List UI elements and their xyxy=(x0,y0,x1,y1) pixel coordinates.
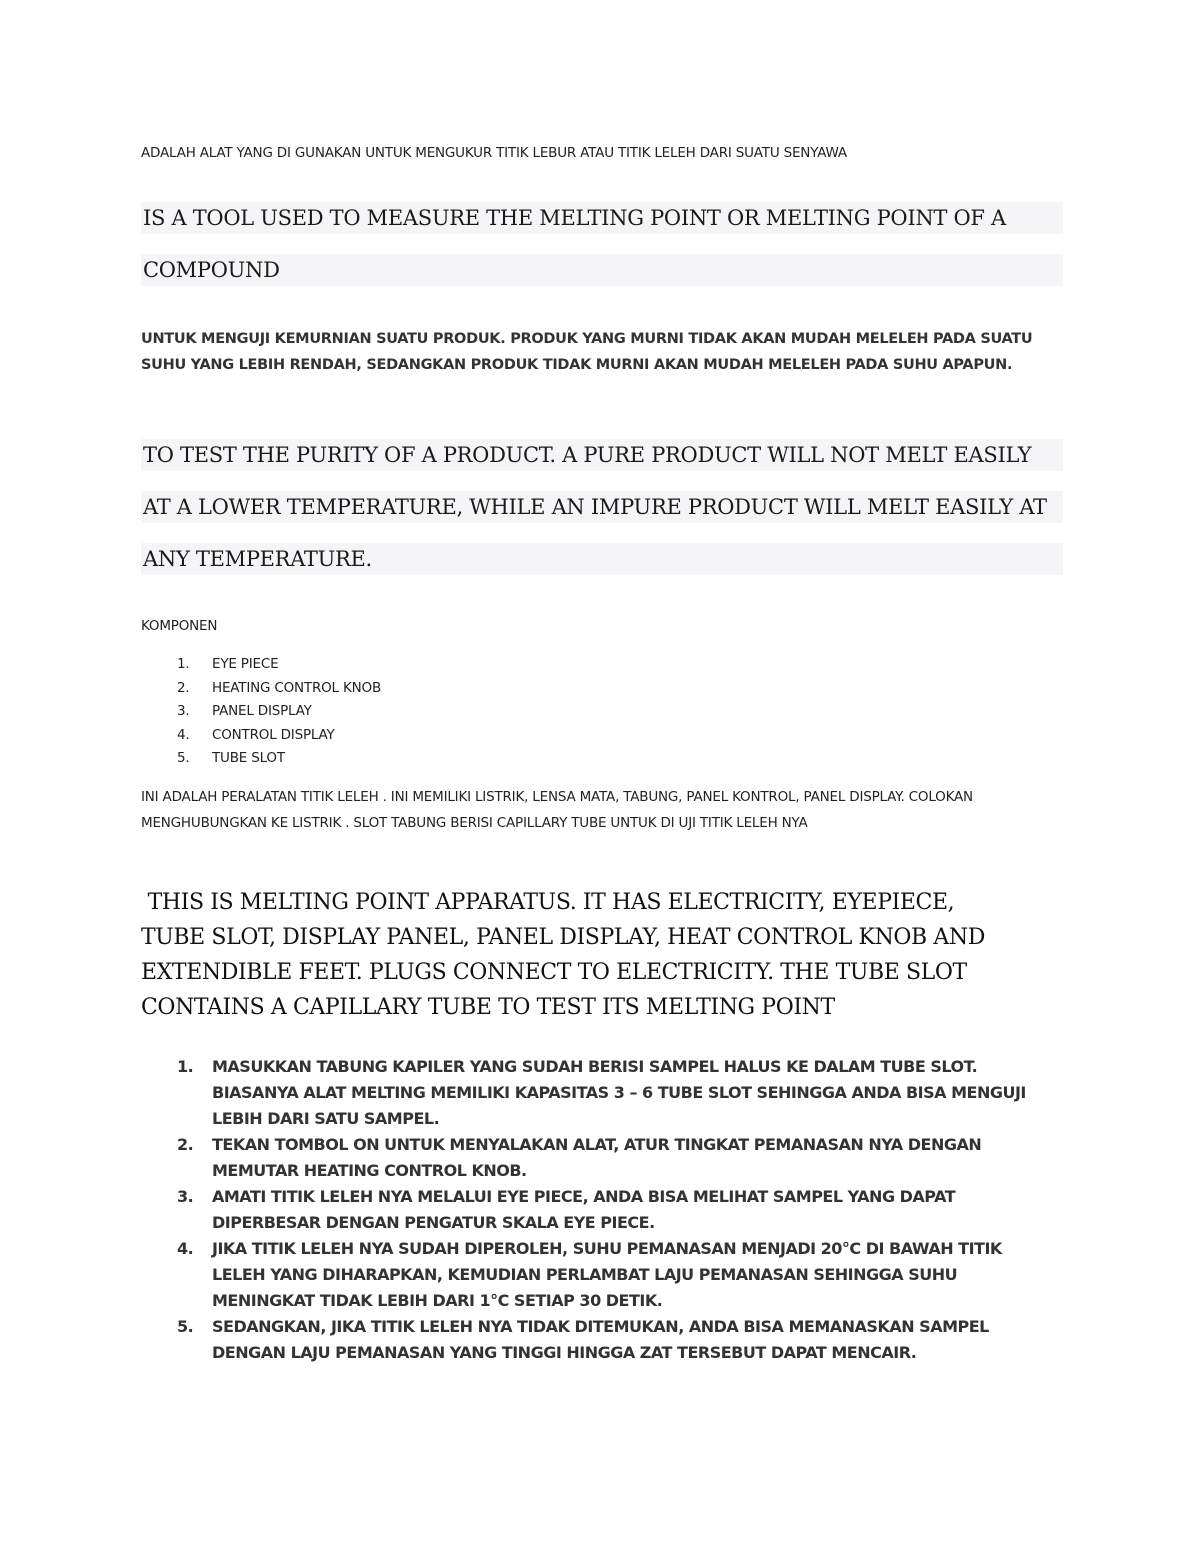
purpose-english-line: TO TEST THE PURITY OF A PRODUCT. A PURE PRODUCT WILL NOT MELT EASILY xyxy=(141,439,1063,471)
list-item: 5. SEDANGKAN, JIKA TITIK LELEH NYA TIDAK DITEMUKAN, ANDA BISA MEMANASKAN SAMPEL DENGAN LAJU PEMANASAN YANG TINGGI HINGGA ZAT TERSEBUT DAPAT MENCAIR. xyxy=(177,1317,989,1362)
list-item: 3. AMATI TITIK LELEH NYA MELALUI EYE PIECE, ANDA BISA MELIHAT SAMPEL YANG DAPAT DIPERBESAR DENGAN PENGATUR SKALA EYE PIECE. xyxy=(177,1187,956,1232)
list-item: 1. EYE PIECE xyxy=(177,656,279,672)
list-item: 1. MASUKKAN TABUNG KAPILER YANG SUDAH BERISI SAMPEL HALUS KE DALAM TUBE SLOT. BIASANYA ALAT MELTING MEMILIKI KAPASITAS 3 – 6 TUBE SLOT SEHINGGA ANDA BISA MENGUJI LEBIH DARI SATU SAMPEL. xyxy=(177,1057,1026,1128)
description-english-line: TUBE SLOT, DISPLAY PANEL, PANEL DISPLAY, HEAT CONTROL KNOB AND xyxy=(141,925,985,950)
intro-english-line: COMPOUND xyxy=(141,254,1063,286)
purpose-english-line: AT A LOWER TEMPERATURE, WHILE AN IMPURE PRODUCT WILL MELT EASILY AT xyxy=(141,491,1063,523)
list-item: 2. TEKAN TOMBOL ON UNTUK MENYALAKAN ALAT, ATUR TINGKAT PEMANASAN NYA DENGAN MEMUTAR HEATING CONTROL KNOB. xyxy=(177,1135,982,1180)
intro-english xyxy=(141,202,1063,306)
description-english xyxy=(141,885,1081,1025)
components-heading: KOMPONEN xyxy=(141,618,218,634)
description-english-line: EXTENDIBLE FEET. PLUGS CONNECT TO ELECTRICITY. THE TUBE SLOT xyxy=(141,960,967,985)
list-item: 4. CONTROL DISPLAY xyxy=(177,726,335,743)
purpose-english-line: ANY TEMPERATURE. xyxy=(141,543,1063,575)
description-indonesian: INI ADALAH PERALATAN TITIK LELEH . INI MEMILIKI LISTRIK, LENSA MATA, TABUNG, PANEL KONTROL, PANEL DISPLAY. COLOKAN MENGHUBUNGKAN KE LISTRIK . SLOT TABUNG BERISI CAPILLARY TUBE UNTUK DI UJI TITIK LELEH NYA xyxy=(141,789,973,831)
steps-list xyxy=(141,1054,1041,1366)
list-item: 2. HEATING CONTROL KNOB xyxy=(177,679,382,696)
list-item: 4. JIKA TITIK LELEH NYA SUDAH DIPEROLEH, SUHU PEMANASAN MENJADI 20°C DI BAWAH TITIK LELEH YANG DIHARAPKAN, KEMUDIAN PERLAMBAT LAJU PEMANASAN SEHINGGA SUHU MENINGKAT TIDAK LEBIH DARI 1°C SETIAP 30 DETIK. xyxy=(177,1239,1002,1310)
purpose-indonesian: UNTUK MENGUJI KEMURNIAN SUATU PRODUK. PRODUK YANG MURNI TIDAK AKAN MUDAH MELELEH PADA SUATU SUHU YANG LEBIH RENDAH, SEDANGKAN PRODUK TIDAK MURNI AKAN MUDAH MELELEH PADA SUHU APAPUN. xyxy=(141,331,1033,373)
components-list xyxy=(141,653,381,771)
list-item: 3. PANEL DISPLAY xyxy=(177,703,312,719)
intro-english-line: IS A TOOL USED TO MEASURE THE MELTING POINT OR MELTING POINT OF A xyxy=(141,202,1063,234)
list-item: 5. TUBE SLOT xyxy=(177,750,285,766)
description-english-line: CONTAINS A CAPILLARY TUBE TO TEST ITS MELTING POINT xyxy=(141,995,835,1020)
description-english-line: THIS IS MELTING POINT APPARATUS. IT HAS ELECTRICITY, EYEPIECE, xyxy=(141,890,955,915)
purpose-english xyxy=(141,439,1063,595)
intro-indonesian: ADALAH ALAT YANG DI GUNAKAN UNTUK MENGUKUR TITIK LEBUR ATAU TITIK LELEH DARI SUATU SENYAWA xyxy=(141,145,847,161)
